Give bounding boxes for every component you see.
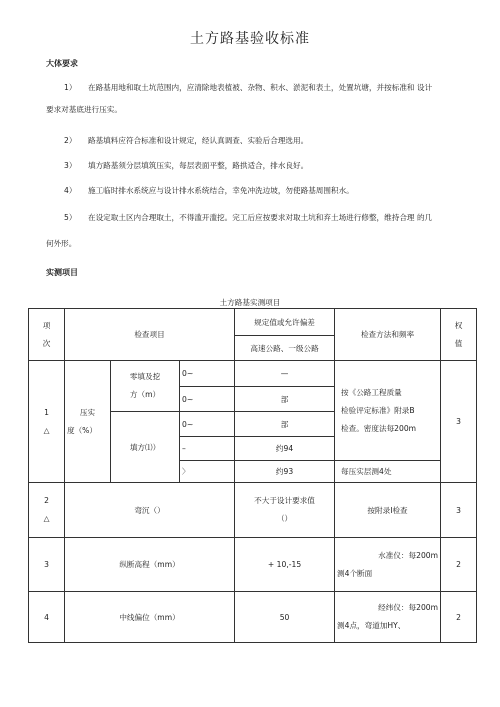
row4-item: 中线偏位（mm）: [65, 592, 235, 643]
section-heading-general: 大体要求: [46, 59, 78, 68]
method-text: 测4个断面: [337, 568, 373, 578]
method-text: 检验评定标准》附录B: [341, 405, 415, 415]
item-number: 5）: [64, 213, 77, 222]
sub-text: 零填及挖: [129, 372, 161, 381]
label-text: 度（%）: [67, 425, 97, 435]
row1-weight: 3: [441, 361, 477, 483]
header-allowed-value: 规定值或允许偏差: [235, 309, 335, 336]
row3-weight: 2: [441, 538, 477, 592]
table-title: 土方路基实测项目: [219, 298, 281, 307]
paragraph-line: 施工临时排水系统应与设计排水系统结合，幸免冲洗边坡，勿使路基周围积水。: [88, 186, 354, 195]
depth-cell: 〉: [180, 461, 235, 483]
key-item-mark: △: [43, 514, 50, 523]
row1-sub-fill: 填方⑴）: [111, 412, 180, 483]
row3-no: 3: [29, 538, 65, 592]
header-method: 检查方法和频率: [335, 309, 441, 361]
row3-method: [335, 538, 441, 592]
item-number: 3）: [64, 161, 77, 170]
page-title: 土方路基验收标准: [190, 31, 310, 47]
value-text: （）: [276, 514, 293, 523]
row4-weight: 2: [441, 592, 477, 643]
method-text: 检查。密度法每200m: [341, 423, 417, 433]
header-text: 值: [454, 338, 463, 348]
header-text: 项: [42, 320, 51, 330]
header-item-no: [29, 309, 65, 361]
value-cell: —: [235, 361, 335, 387]
value-cell: 约94: [235, 437, 335, 461]
value-cell: 部: [235, 412, 335, 437]
value-cell: 约93: [235, 461, 335, 483]
depth-cell: 0~: [180, 361, 235, 387]
header-text: 权: [454, 320, 463, 330]
item-no: 2: [44, 496, 49, 505]
row3-value: + 10,-15: [235, 538, 335, 592]
row2-method: 按附录I检查: [335, 483, 441, 538]
item-no: 1: [44, 407, 49, 417]
header-check-item: 检查项目: [65, 309, 235, 361]
row4-method: [335, 592, 441, 643]
key-item-mark: △: [43, 425, 50, 435]
paragraph-line: 填方路基须分层填筑压实，每层表面平整，路拱适合，排水良好。: [88, 161, 309, 170]
method-text: 水准仪：每200m: [378, 550, 439, 560]
row3-item: 纵断高程（mm）: [65, 538, 235, 592]
measured-items-table: [28, 308, 477, 643]
value-cell: 部: [235, 387, 335, 412]
method-text: 按《公路工程质量: [341, 387, 402, 397]
depth-cell: 0~: [180, 387, 235, 412]
section-heading-measured: 实测项目: [46, 268, 78, 277]
item-number: 2）: [64, 136, 77, 145]
row1-no: [29, 361, 65, 483]
row2-weight: 3: [441, 483, 477, 538]
row1-label: [65, 361, 111, 483]
header-weight: [441, 309, 477, 361]
row2-no: [29, 483, 65, 538]
depth-cell: 0~: [180, 412, 235, 437]
header-highway-grade: 高速公路、一级公路: [235, 336, 335, 361]
sub-text: 方（m）: [129, 390, 161, 399]
method-text: 测4点，弯道加HY、: [337, 621, 406, 630]
item-number: 1）: [64, 83, 77, 92]
paragraph-line: 路基填料应符合标准和设计规定，经认真调查、实验后合理选用。: [88, 136, 309, 145]
row2-item: 弯沉（）: [65, 483, 235, 538]
paragraph-line: 何外形。: [46, 239, 77, 248]
paragraph-line: 要求对基底进行压实。: [46, 105, 122, 114]
label-text: 压实: [79, 407, 96, 417]
depth-cell: –: [180, 437, 235, 461]
row1-sub-cut: [111, 361, 180, 412]
row4-no: 4: [29, 592, 65, 643]
header-text: 次: [42, 338, 51, 348]
item-number: 4）: [64, 186, 77, 195]
row1-method: [335, 361, 441, 461]
value-text: 不大于设计要求值: [254, 496, 315, 505]
row2-value: [235, 483, 335, 538]
method-text: 经纬仪：每200m: [378, 603, 439, 612]
row4-value: 50: [235, 592, 335, 643]
paragraph-line: 在设定取土区内合理取土，不得滥开滥挖。完工后应按要求对取土坑和弃土场进行修整，维持合理 的几: [88, 213, 433, 222]
row1-method-tail: 每压实层测4处: [335, 461, 441, 483]
paragraph-line: 在路基用地和取土坑范围内，应清除地表植被、杂物、积水、淤泥和表土，处置坑塘，并按标准和 设计: [88, 83, 433, 92]
